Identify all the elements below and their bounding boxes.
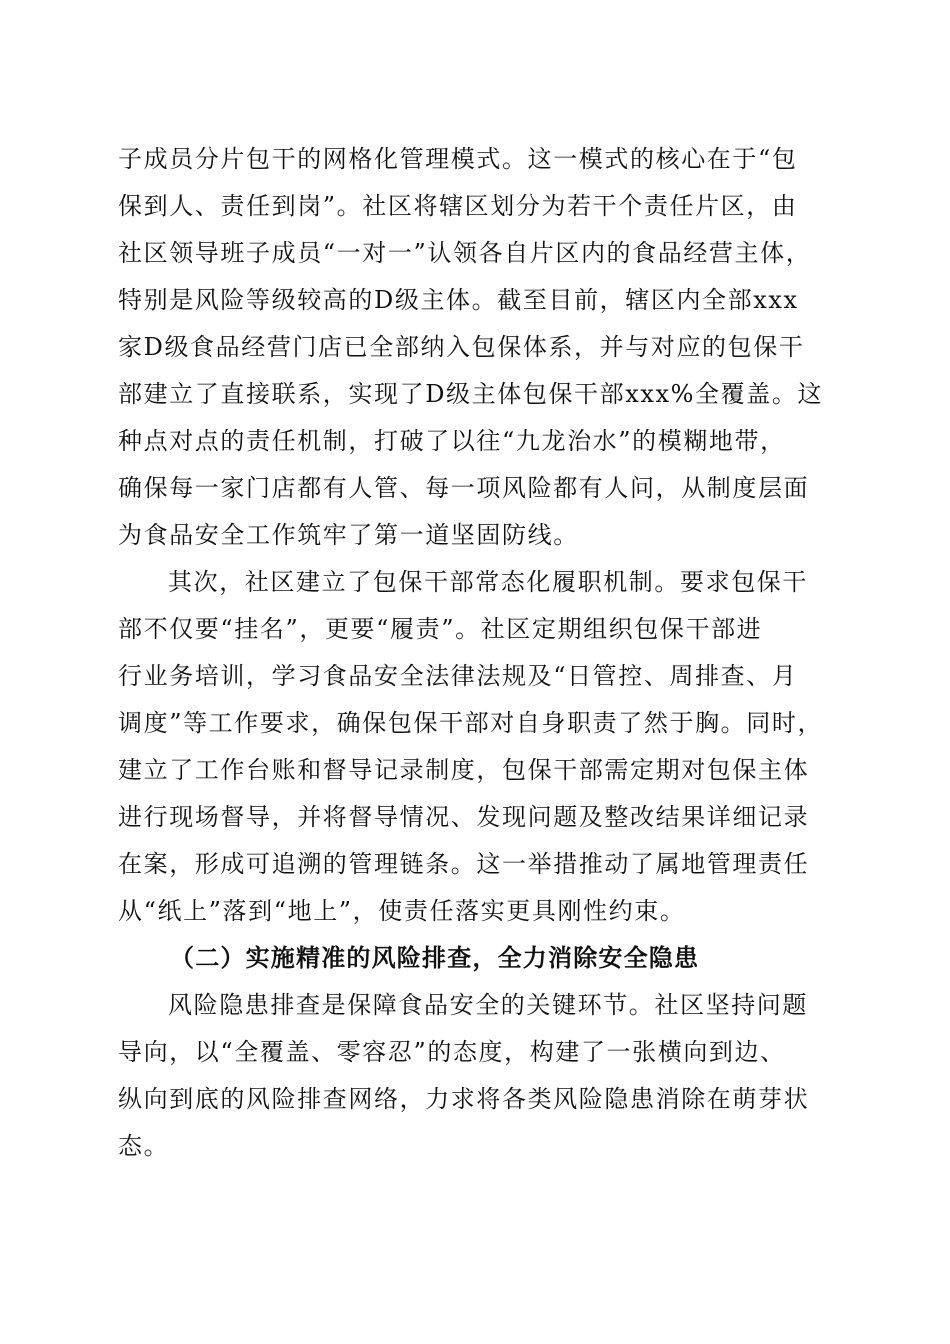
body-text-line: 进行现场督导，并将督导情况、发现问题及整改结果详细记录 (118, 803, 810, 831)
section-heading: （二）实施精准的风险排查，全力消除安全隐患 (170, 944, 700, 972)
body-text-line: 纵向到底的风险排查网络，力求将各类风险隐患消除在萌芽状 (118, 1085, 810, 1113)
body-text-line: 态。 (118, 1132, 170, 1160)
paragraph-first-line: 风险隐患排查是保障食品安全的关键环节。社区坚持问题 (168, 991, 808, 1019)
body-text-line: 部不仅要“挂名”，更要“履责”。社区定期组织包保干部进 (118, 615, 763, 643)
body-text-line: 为食品安全工作筑牢了第一道坚固防线。 (118, 521, 579, 549)
body-text-line: 行业务培训，学习食品安全法律法规及“日管控、周排查、月 (118, 662, 798, 690)
body-text-line: 部建立了直接联系，实现了D级主体包保干部xxx%全覆盖。这 (118, 380, 824, 408)
body-text-line: 社区领导班子成员“一对一”认领各自片区内的食品经营主体， (118, 239, 812, 267)
body-text-line: 家D级食品经营门店已全部纳入包保体系，并与对应的包保干 (118, 333, 805, 361)
body-text-line: 调度”等工作要求，确保包保干部对自身职责了然于胸。同时， (118, 709, 824, 737)
body-text-line: 种点对点的责任机制，打破了以往“九龙治水”的模糊地带， (118, 427, 786, 455)
body-text-line: 从“纸上”落到“地上”，使责任落实更具刚性约束。 (118, 897, 686, 925)
body-text-line: 导向，以“全覆盖、零容忍”的态度，构建了一张横向到边、 (118, 1038, 786, 1066)
body-text-line: 特别是风险等级较高的D级主体。截至目前，辖区内全部xxx (118, 286, 799, 314)
body-text-line: 确保每一家门店都有人管、每一项风险都有人问，从制度层面 (118, 474, 810, 502)
body-text-line: 建立了工作台账和督导记录制度，包保干部需定期对包保主体 (118, 756, 810, 784)
body-text-line: 保到人、责任到岗”。社区将辖区划分为若干个责任片区，由 (118, 192, 798, 220)
body-text-line: 子成员分片包干的网格化管理模式。这一模式的核心在于“包 (118, 145, 798, 173)
body-text-line: 在案，形成可追溯的管理链条。这一举措推动了属地管理责任 (118, 850, 810, 878)
paragraph-first-line: 其次，社区建立了包保干部常态化履职机制。要求包保干 (168, 568, 808, 596)
